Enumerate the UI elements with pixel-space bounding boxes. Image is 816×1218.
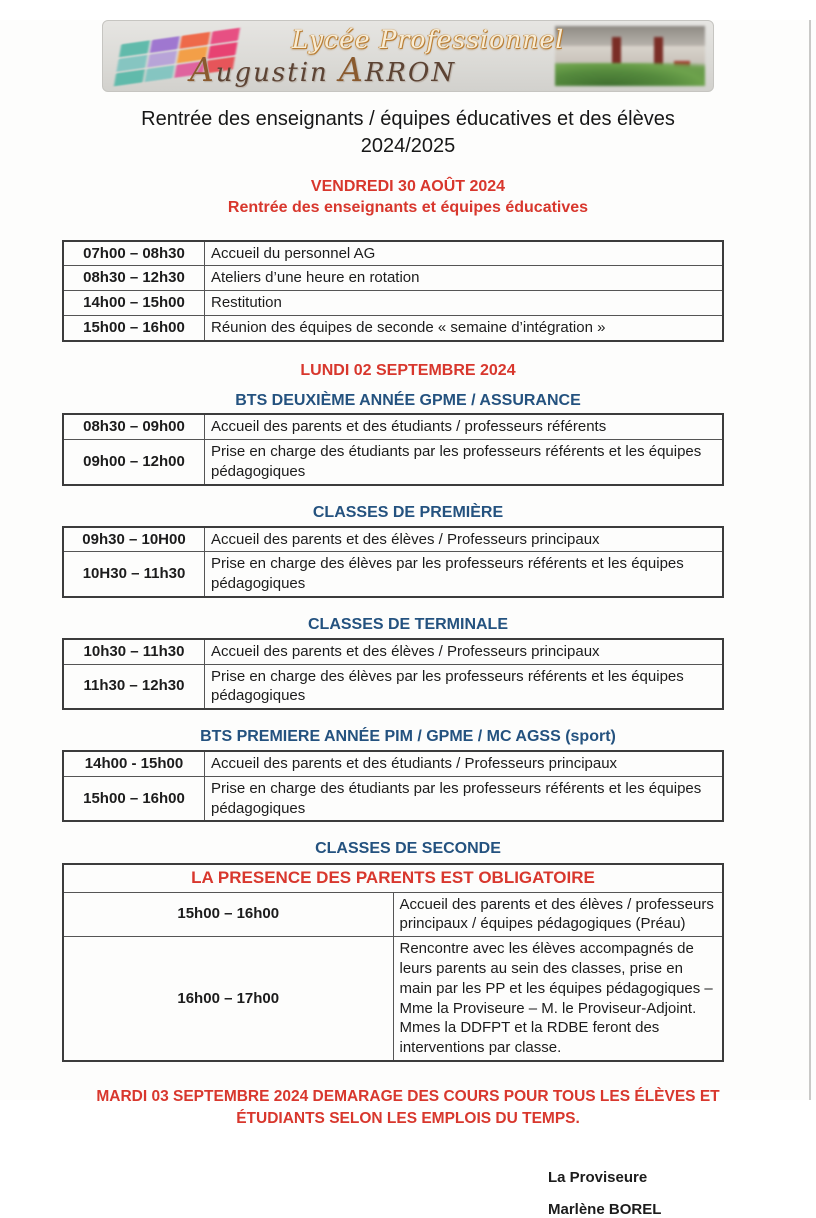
school-name-text: Augustin ARRON (189, 50, 457, 89)
description-cell: Prise en charge des étudiants par les professeurs référents et les équipes pédagogiques (205, 776, 724, 821)
schedule-table-bts1 (62, 750, 724, 822)
description-cell: Accueil des parents et des élèves / Professeurs principaux (205, 639, 724, 664)
table-row (63, 639, 723, 664)
schedule-table-seconde (62, 863, 724, 1062)
description-cell: Ateliers d’une heure en rotation (205, 266, 724, 291)
parents-required-banner-row (63, 864, 723, 892)
description-cell: Accueil des parents et des étudiants / professeurs référents (205, 414, 724, 439)
school-logo-mosaic (114, 28, 240, 87)
heading-premiere: CLASSES DE PREMIÈRE (312, 503, 504, 521)
school-banner (102, 20, 714, 92)
description-cell: Réunion des équipes de seconde « semaine d’intégration » (205, 315, 724, 340)
time-cell: 08h30 – 12h30 (63, 266, 205, 291)
heading-friday-subtitle: Rentrée des enseignants et équipes éducatives (227, 198, 589, 216)
signature-name: Marlène BOREL (548, 1200, 662, 1218)
time-cell: 15h00 – 16h00 (63, 315, 205, 340)
time-cell: 14h00 – 15h00 (63, 291, 205, 316)
table-row (63, 664, 723, 709)
scan-edge-line (809, 20, 811, 1100)
table-row (63, 414, 723, 439)
document-title-line2: 2024/2025 (360, 135, 456, 157)
document-page (0, 20, 816, 1218)
signature-role: La Proviseure (548, 1168, 648, 1186)
table-row (63, 552, 723, 597)
table-row (63, 751, 723, 776)
table-row (63, 440, 723, 485)
table-row (63, 266, 723, 291)
school-type-text: Lycée Professionnel (291, 25, 565, 54)
time-cell: 10H30 – 11h30 (63, 552, 205, 597)
document-title (30, 106, 786, 160)
document-title-line1: Rentrée des enseignants / équipes éducatives et des élèves (141, 108, 675, 130)
description-cell: Prise en charge des élèves par les professeurs référents et les équipes pédagogiques (205, 664, 724, 709)
table-row (63, 892, 723, 937)
description-cell: Restitution (205, 291, 724, 316)
schedule-table-premiere (62, 526, 724, 598)
time-cell: 08h30 – 09h00 (63, 414, 205, 439)
description-cell: Prise en charge des étudiants par les professeurs référents et les équipes pédagogiques (205, 440, 724, 485)
time-cell: 15h00 – 16h00 (63, 892, 393, 937)
footer-notice: MARDI 03 SEPTEMBRE 2024 DEMARAGE DES COURS POUR TOUS LES ÉLÈVES ET ÉTUDIANTS SELON LES EMPLOIS DU TEMPS. (96, 1087, 720, 1128)
time-cell: 09h00 – 12h00 (63, 440, 205, 485)
heading-friday-date: VENDREDI 30 AOÛT 2024 (310, 178, 506, 195)
time-cell: 14h00 - 15h00 (63, 751, 205, 776)
heading-bts1: BTS PREMIERE ANNÉE PIM / GPME / MC AGSS (sport) (200, 728, 616, 746)
table-row (63, 937, 723, 1061)
time-cell: 16h00 – 17h00 (63, 937, 393, 1061)
description-cell: Accueil des parents et des étudiants / Professeurs principaux (205, 751, 724, 776)
schedule-table-terminale (62, 638, 724, 710)
table-row (63, 776, 723, 821)
description-cell: Rencontre avec les élèves accompagnés de leurs parents au sein des classes, prise en main par les PP et les équipes pédagogiques – Mme la Proviseure – M. le Proviseur-Adjoint. Mmes la DDFPT et la RDBE feront des interventions par classe. (393, 937, 723, 1061)
description-cell: Accueil des parents et des élèves / professeurs principaux / équipes pédagogiques (Préau) (393, 892, 723, 937)
table-row (63, 315, 723, 340)
time-cell: 15h00 – 16h00 (63, 776, 205, 821)
description-cell: Accueil du personnel AG (205, 241, 724, 266)
time-cell: 10h30 – 11h30 (63, 639, 205, 664)
table-row (63, 241, 723, 266)
signature-block (548, 1169, 816, 1218)
parents-required-banner: LA PRESENCE DES PARENTS EST OBLIGATOIRE (63, 864, 723, 892)
table-row (63, 527, 723, 552)
time-cell: 09h30 – 10H00 (63, 527, 205, 552)
description-cell: Prise en charge des élèves par les professeurs référents et les équipes pédagogiques (205, 552, 724, 597)
school-photo (555, 26, 705, 86)
table-row (63, 291, 723, 316)
heading-bts2: BTS DEUXIÈME ANNÉE GPME / ASSURANCE (235, 391, 581, 409)
heading-seconde: CLASSES DE SECONDE (315, 840, 501, 858)
schedule-table-bts2 (62, 413, 724, 485)
schedule-table-friday (62, 240, 724, 342)
time-cell: 11h30 – 12h30 (63, 664, 205, 709)
description-cell: Accueil des parents et des élèves / Professeurs principaux (205, 527, 724, 552)
heading-terminale: CLASSES DE TERMINALE (307, 615, 508, 633)
time-cell: 07h00 – 08h30 (63, 241, 205, 266)
heading-monday-date: LUNDI 02 SEPTEMBRE 2024 (300, 361, 516, 379)
